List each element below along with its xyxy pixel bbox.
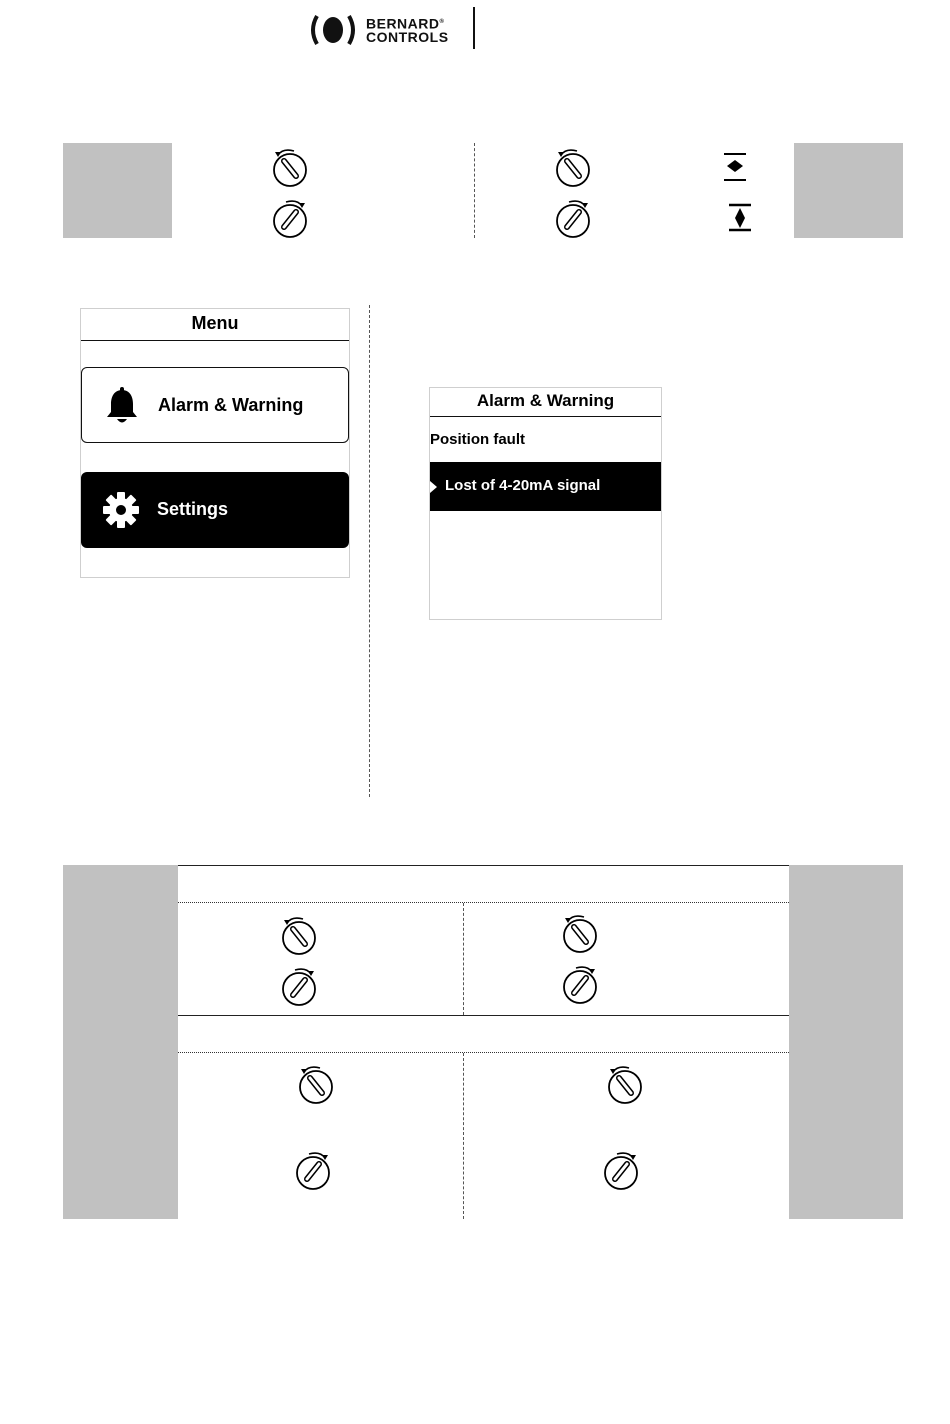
table-row-divider bbox=[178, 902, 789, 903]
top-divider bbox=[474, 143, 475, 238]
intermediate-position-icon bbox=[722, 152, 748, 182]
logo-separator bbox=[473, 7, 475, 49]
knob-ccw-icon bbox=[553, 145, 593, 189]
gear-icon bbox=[101, 490, 141, 530]
menu-item-label: Alarm & Warning bbox=[158, 395, 304, 415]
knob-cw-icon bbox=[293, 1148, 333, 1192]
menu-screen bbox=[80, 308, 350, 578]
knob-ccw-icon bbox=[296, 1062, 336, 1106]
knob-ccw-icon bbox=[605, 1062, 645, 1106]
menu-title-rule bbox=[81, 340, 349, 341]
menu-item-alarm-warning[interactable] bbox=[81, 367, 349, 443]
menu-item-settings[interactable] bbox=[81, 472, 349, 548]
knob-cw-icon bbox=[560, 962, 600, 1006]
alarm-item-label: Lost of 4-20mA signal bbox=[445, 477, 601, 494]
menu-title: Menu bbox=[191, 313, 239, 333]
table-top-rule bbox=[178, 865, 789, 866]
top-right-gray-cell bbox=[794, 143, 903, 238]
knob-ccw-icon bbox=[560, 911, 600, 955]
logo-mark-icon bbox=[308, 10, 358, 50]
menu-item-label: Settings bbox=[157, 499, 229, 519]
selection-pointer-icon bbox=[430, 481, 437, 493]
knob-cw-icon bbox=[270, 196, 310, 240]
table-column-divider bbox=[463, 903, 464, 1015]
limit-position-icon bbox=[728, 203, 752, 233]
alarm-item-selected[interactable] bbox=[430, 462, 661, 511]
alarm-screen-title: Alarm & Warning bbox=[476, 391, 615, 410]
bell-icon bbox=[102, 386, 142, 426]
alarm-warning-screen bbox=[429, 387, 662, 620]
top-left-gray-cell bbox=[63, 143, 172, 238]
table-row-divider bbox=[178, 1052, 789, 1053]
alarm-title-rule bbox=[430, 416, 661, 417]
knob-ccw-icon bbox=[270, 145, 310, 189]
middle-divider bbox=[369, 305, 370, 797]
logo-wordmark: BERNARD® CONTROLS bbox=[366, 15, 449, 45]
alarm-item-position-fault[interactable]: Position fault bbox=[430, 431, 525, 448]
knob-cw-icon bbox=[279, 964, 319, 1008]
brand-logo bbox=[308, 10, 478, 50]
bottom-right-gray-cell bbox=[789, 865, 903, 1219]
knob-cw-icon bbox=[601, 1148, 641, 1192]
knob-cw-icon bbox=[553, 196, 593, 240]
bottom-left-gray-cell bbox=[63, 865, 178, 1219]
table-column-divider bbox=[463, 1053, 464, 1219]
knob-ccw-icon bbox=[279, 913, 319, 957]
table-section-rule bbox=[178, 1015, 789, 1016]
